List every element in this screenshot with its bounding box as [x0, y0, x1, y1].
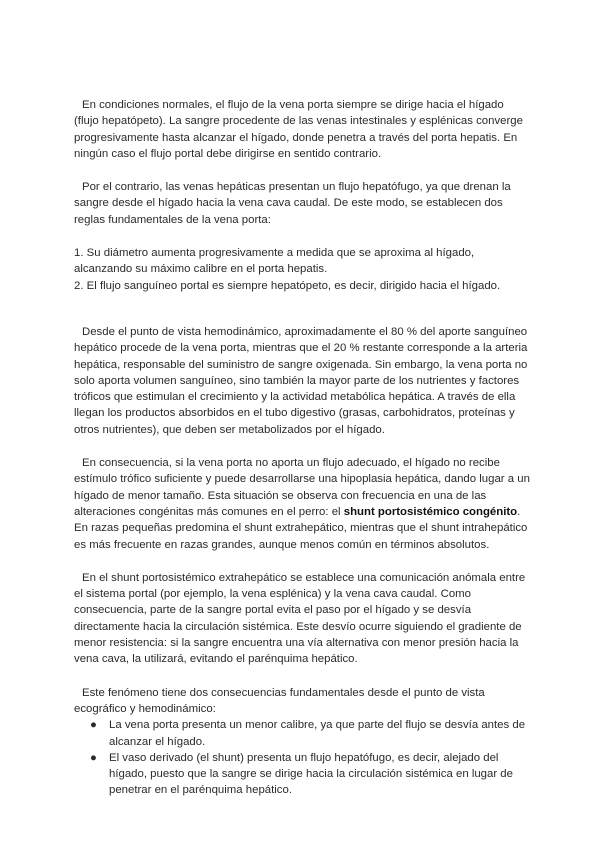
list-item: [74, 750, 530, 799]
bullet-icon: ●: [90, 751, 97, 764]
list-item-text: El vaso derivado (el shunt) presenta un flujo hepatófugo, es decir, alejado del hígado, puesto que la sangre se dirige hacia la circulación sistémica en lugar de penetrar en el parénquima hepático.: [109, 751, 513, 797]
portal-rules-list: [74, 245, 530, 294]
rule-item: 2. El flujo sanguíneo portal es siempre hepatópeto, es decir, dirigido hacia el hígado.: [74, 279, 501, 292]
list-item: [74, 717, 530, 750]
rule-item: 1. Su diámetro aumenta progresivamente a medida que se aproxima al hígado, alcanzando su máximo calibre en el porta hepatis.: [74, 247, 475, 276]
bullet-icon: ●: [90, 719, 97, 732]
list-item-text: La vena porta presenta un menor calibre, ya que parte del flujo se desvía antes de alcanzar el hígado.: [109, 719, 526, 748]
shunt-text-before: En consecuencia, si la vena porta no aporta un flujo adecuado, el hígado no recibe estímulo trófico suficiente y puede desarrollarse una hipoplasia hepática, dando lugar a un hígado de menor tamaño. Esta situación se observa con frecuencia en una de las alteraciones congénitas más comunes en el perro: el: [74, 457, 530, 518]
paragraph-hemodynamics: Desde el punto de vista hemodinámico, aproximadamente el 80 % del aporte sanguíneo hepático procede de la vena porta, mientras que el 20 % restante corresponde a la arteria hepática, responsable del suministro de sangre oxigenada. Sin embargo, la vena porta no solo aporta volumen sanguíneo, sino también la mayor parte de los nutrientes y factores tróficos que estimulan el crecimiento y la actividad metabólica hepática. A través de ella llegan los productos absorbidos en el tubo digestivo (grasas, carbohidratos, proteínas y otros nutrientes), que deben ser metabolizados por el hígado.: [74, 325, 528, 436]
shunt-term-bold: shunt portosistémico congénito: [343, 505, 518, 518]
paragraph-consequences-intro: Este fenómeno tiene dos consecuencias fundamentales desde el punto de vista ecográfico y hemodinámico:: [74, 686, 485, 715]
document-body: [74, 97, 530, 799]
paragraph-extrahepatic-shunt: En el shunt portosistémico extrahepático se establece una comunicación anómala entre el sistema portal (por ejemplo, la vena esplénica) y la vena cava caudal. Como consecuencia, parte de la sangre portal evita el paso por el hígado y se desvía directamente hacia la circulación sistémica. Este desvío ocurre siguiendo el gradiente de menor resistencia: si la sangre encuentra una vía alternativa con menor presión hacia la vena cava, la utilizará, evitando el parénquima hepático.: [74, 571, 526, 666]
paragraph-shunt-congenital: [74, 455, 530, 553]
paragraph-portal-flow: En condiciones normales, el flujo de la vena porta siempre se dirige hacia el hígado (flujo hepatópeto). La sangre procedente de las venas intestinales y esplénicas converge progresivamente hasta alcanzar el hígado, donde penetra a través del porta hepatis. En ningún caso el flujo portal debe dirigirse en sentido contrario.: [74, 99, 523, 160]
shunt-text-after: . En razas pequeñas predomina el shunt extrahepático, mientras que el shunt intrahepático es más frecuente en razas grandes, aunque menos común en términos absolutos.: [74, 505, 528, 551]
consequences-list: [74, 717, 530, 798]
paragraph-hepatic-veins: Por el contrario, las venas hepáticas presentan un flujo hepatófugo, ya que drenan la sangre desde el hígado hacia la vena cava caudal. De este modo, se establecen dos reglas fundamentales de la vena porta:: [74, 181, 511, 226]
